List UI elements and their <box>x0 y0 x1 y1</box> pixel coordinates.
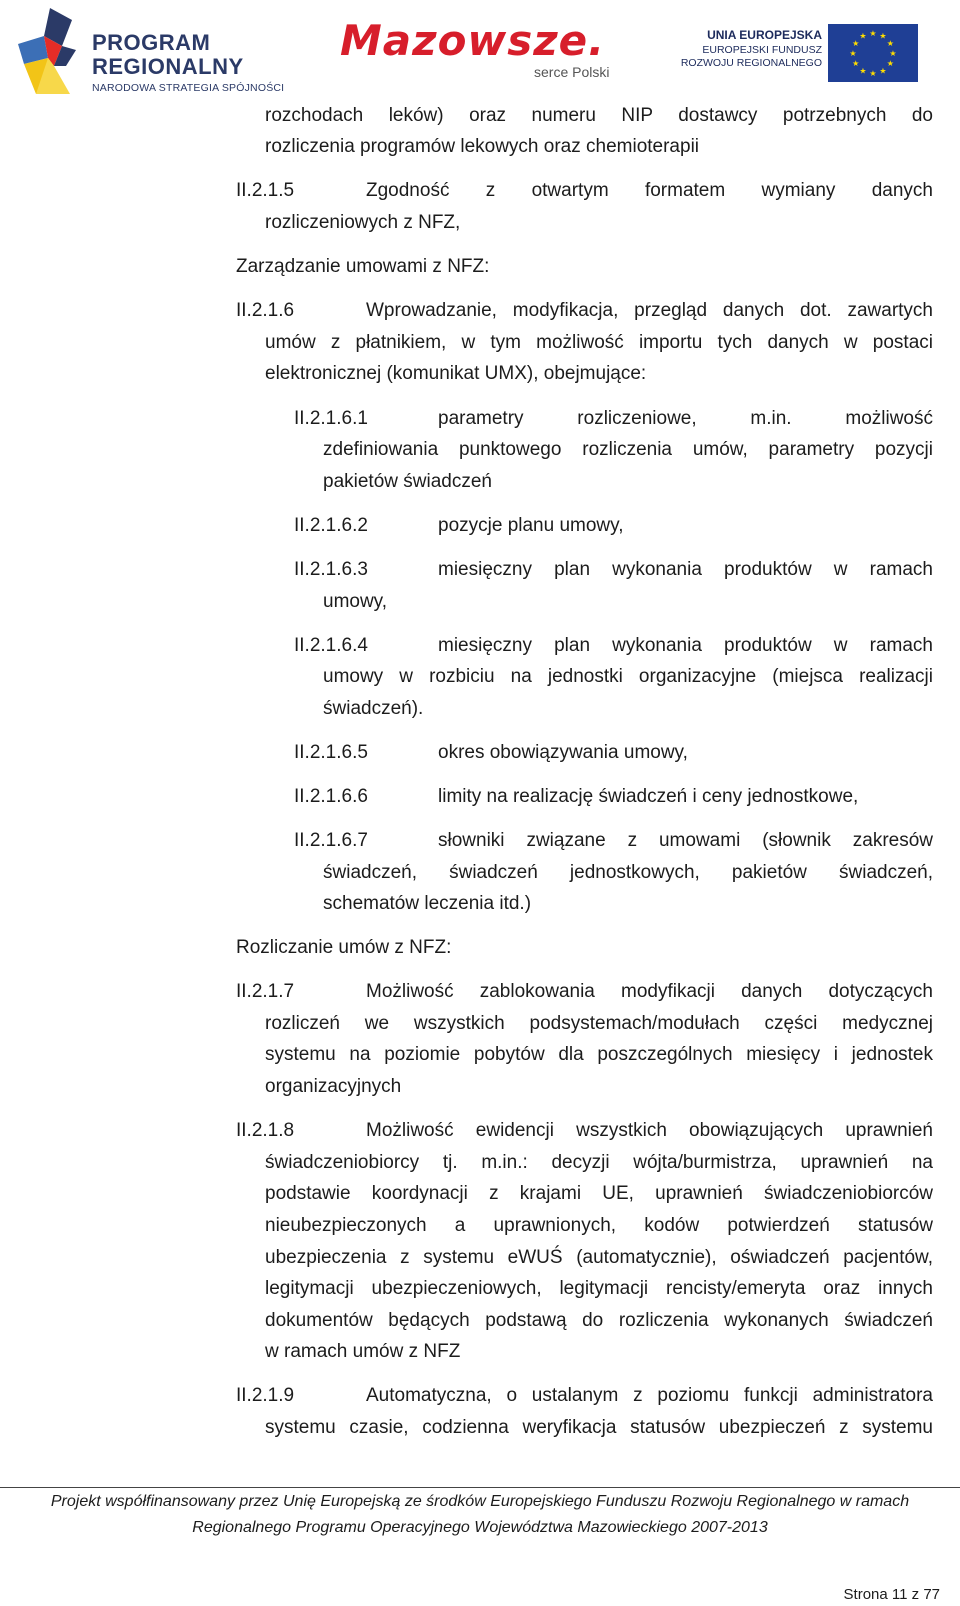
subitem-text-line: miesięczny plan wykonania produktów w ramach <box>438 635 933 656</box>
svg-text:★: ★ <box>879 66 887 76</box>
item-text-line: Automatyczna, o ustalanym z poziomu funkcji administratora <box>366 1385 933 1406</box>
svg-text:★: ★ <box>852 39 860 48</box>
footer-funding-line1: Projekt współfinansowany przez Unię Europejską ze środków Europejskiego Funduszu Rozwoju Regionalnego w ramach <box>50 1493 910 1510</box>
subitem-code: II.2.1.6.6 <box>294 786 368 807</box>
item-text-line: organizacyjnych <box>265 1076 402 1097</box>
item-code: II.2.1.5 <box>236 180 295 201</box>
eu-logo-line2: EUROPEJSKI FUNDUSZ <box>702 44 822 56</box>
item-code: II.2.1.9 <box>236 1385 295 1406</box>
svg-text:★: ★ <box>852 59 860 68</box>
svg-text:★: ★ <box>869 69 877 78</box>
item-text-line: ubezpieczenia z systemu eWUŚ (automatycznie), oświadczeń pacjentów, <box>265 1247 933 1268</box>
subitem-code: II.2.1.6.2 <box>294 515 368 536</box>
item-text-line: dokumentów będących podstawą do rozliczenia wykonanych świadczeń <box>265 1310 933 1331</box>
item-text-line: systemu na poziomie pobytów dla poszczególnych miesięcy i jednostek <box>265 1044 933 1065</box>
subitem-code: II.2.1.6.3 <box>294 559 368 580</box>
eu-logo-line1: UNIA EUROPEJSKA <box>707 28 822 42</box>
item-text-line: rozliczeń we wszystkich podsystemach/modułach części medycznej <box>265 1013 933 1034</box>
subitem-text-line: zdefiniowania punktowego rozliczenia umów, parametry pozycji <box>323 439 933 460</box>
item-text-line: elektronicznej (komunikat UMX), obejmujące: <box>265 363 647 384</box>
program-logo-line3: NARODOWA STRATEGIA SPÓJNOŚCI <box>92 82 285 94</box>
subitem-code: II.2.1.6.5 <box>294 742 368 763</box>
page-number: Strona 11 z 77 <box>843 1586 940 1603</box>
page-header <box>0 0 960 100</box>
item-text-line: Możliwość ewidencji wszystkich obowiązujących uprawnień <box>366 1120 933 1141</box>
eu-flag-icon <box>828 24 918 82</box>
svg-text:★: ★ <box>886 59 894 68</box>
subitem-text-line: pakietów świadczeń <box>323 471 492 492</box>
svg-text:★: ★ <box>859 66 867 76</box>
section-heading: Zarządzanie umowami z NFZ: <box>236 256 490 277</box>
mazowsze-wordmark: Mazowsze. <box>340 16 606 65</box>
program-regionalny-logo <box>14 6 304 98</box>
item-text-line: nieubezpieczonych a uprawnionych, kodów potwierdzeń statusów <box>265 1215 933 1236</box>
svg-text:★: ★ <box>886 39 894 48</box>
subitem-code: II.2.1.6.7 <box>294 830 368 851</box>
subitem-code: II.2.1.6.1 <box>294 408 368 429</box>
item-text-line: legitymacji ubezpieczeniowych, legitymacji rencisty/emeryta oraz innych <box>265 1278 933 1299</box>
item-text-line: rozliczeniowych z NFZ, <box>265 212 461 233</box>
subitem-text-line: umowy, <box>323 591 388 612</box>
mazowsze-logo <box>338 16 638 86</box>
subitem-text-line: umowy w rozbiciu na jednostki organizacyjne (miejsca realizacji <box>323 666 933 687</box>
svg-text:★: ★ <box>869 29 877 38</box>
continuation-line2: rozliczenia programów lekowych oraz chemioterapii <box>265 136 700 157</box>
svg-text:★: ★ <box>879 31 887 41</box>
eu-logo <box>680 24 944 84</box>
subitem-text-line: świadczeń, świadczeń jednostkowych, pakietów świadczeń, <box>323 862 933 883</box>
item-text-line: Możliwość zablokowania modyfikacji danych dotyczących <box>366 981 933 1002</box>
footer-funding-line2: Regionalnego Programu Operacyjnego Województwa Mazowieckiego 2007-2013 <box>192 1519 768 1536</box>
item-text-line: Wprowadzanie, modyfikacja, przegląd danych dot. zawartych <box>366 300 933 321</box>
program-logo-line2: REGIONALNY <box>92 54 244 79</box>
subitem-text-line: słowniki związane z umowami (słownik zakresów <box>438 830 933 851</box>
subitem-text-line: pozycje planu umowy, <box>438 515 624 536</box>
subitem-code: II.2.1.6.4 <box>294 635 368 656</box>
program-logo-line1: PROGRAM <box>92 30 211 55</box>
item-text-line: w ramach umów z NFZ <box>265 1341 461 1362</box>
subitem-text-line: miesięczny plan wykonania produktów w ramach <box>438 559 933 580</box>
item-text-line: podstawie koordynacji z krajami UE, uprawnień świadczeniobiorców <box>265 1183 933 1204</box>
item-text-line: Zgodność z otwartym formatem wymiany danych <box>366 180 933 201</box>
footer-divider <box>0 1487 960 1488</box>
subitem-text-line: schematów leczenia itd.) <box>323 893 532 914</box>
subitem-text-line: okres obowiązywania umowy, <box>438 742 688 763</box>
svg-text:★: ★ <box>889 49 897 58</box>
item-text-line: systemu czasie, codzienna weryfikacja statusów ubezpieczeń z systemu <box>265 1417 933 1438</box>
subitem-text-line: parametry rozliczeniowe, m.in. możliwość <box>438 408 933 429</box>
eu-logo-line3: ROZWOJU REGIONALNEGO <box>680 57 822 69</box>
item-code: II.2.1.8 <box>236 1120 295 1141</box>
star-logo-icon <box>14 6 76 96</box>
svg-text:★: ★ <box>859 31 867 41</box>
subitem-text-line: limity na realizację świadczeń i ceny jednostkowe, <box>438 786 859 807</box>
item-text-line: umów z płatnikiem, w tym możliwość importu tych danych w postaci <box>265 332 933 353</box>
item-code: II.2.1.7 <box>236 981 295 1002</box>
continuation-line1: rozchodach leków) oraz numeru NIP dostawcy potrzebnych do <box>265 105 933 126</box>
section-heading: Rozliczanie umów z NFZ: <box>236 937 452 958</box>
subitem-text-line: świadczeń). <box>323 698 424 719</box>
item-code: II.2.1.6 <box>236 300 295 321</box>
item-text-line: świadczeniobiorcy tj. m.in.: decyzji wójta/burmistrza, uprawnień na <box>265 1152 933 1173</box>
mazowsze-tagline: serce Polski <box>534 64 610 80</box>
svg-text:★: ★ <box>849 49 857 58</box>
